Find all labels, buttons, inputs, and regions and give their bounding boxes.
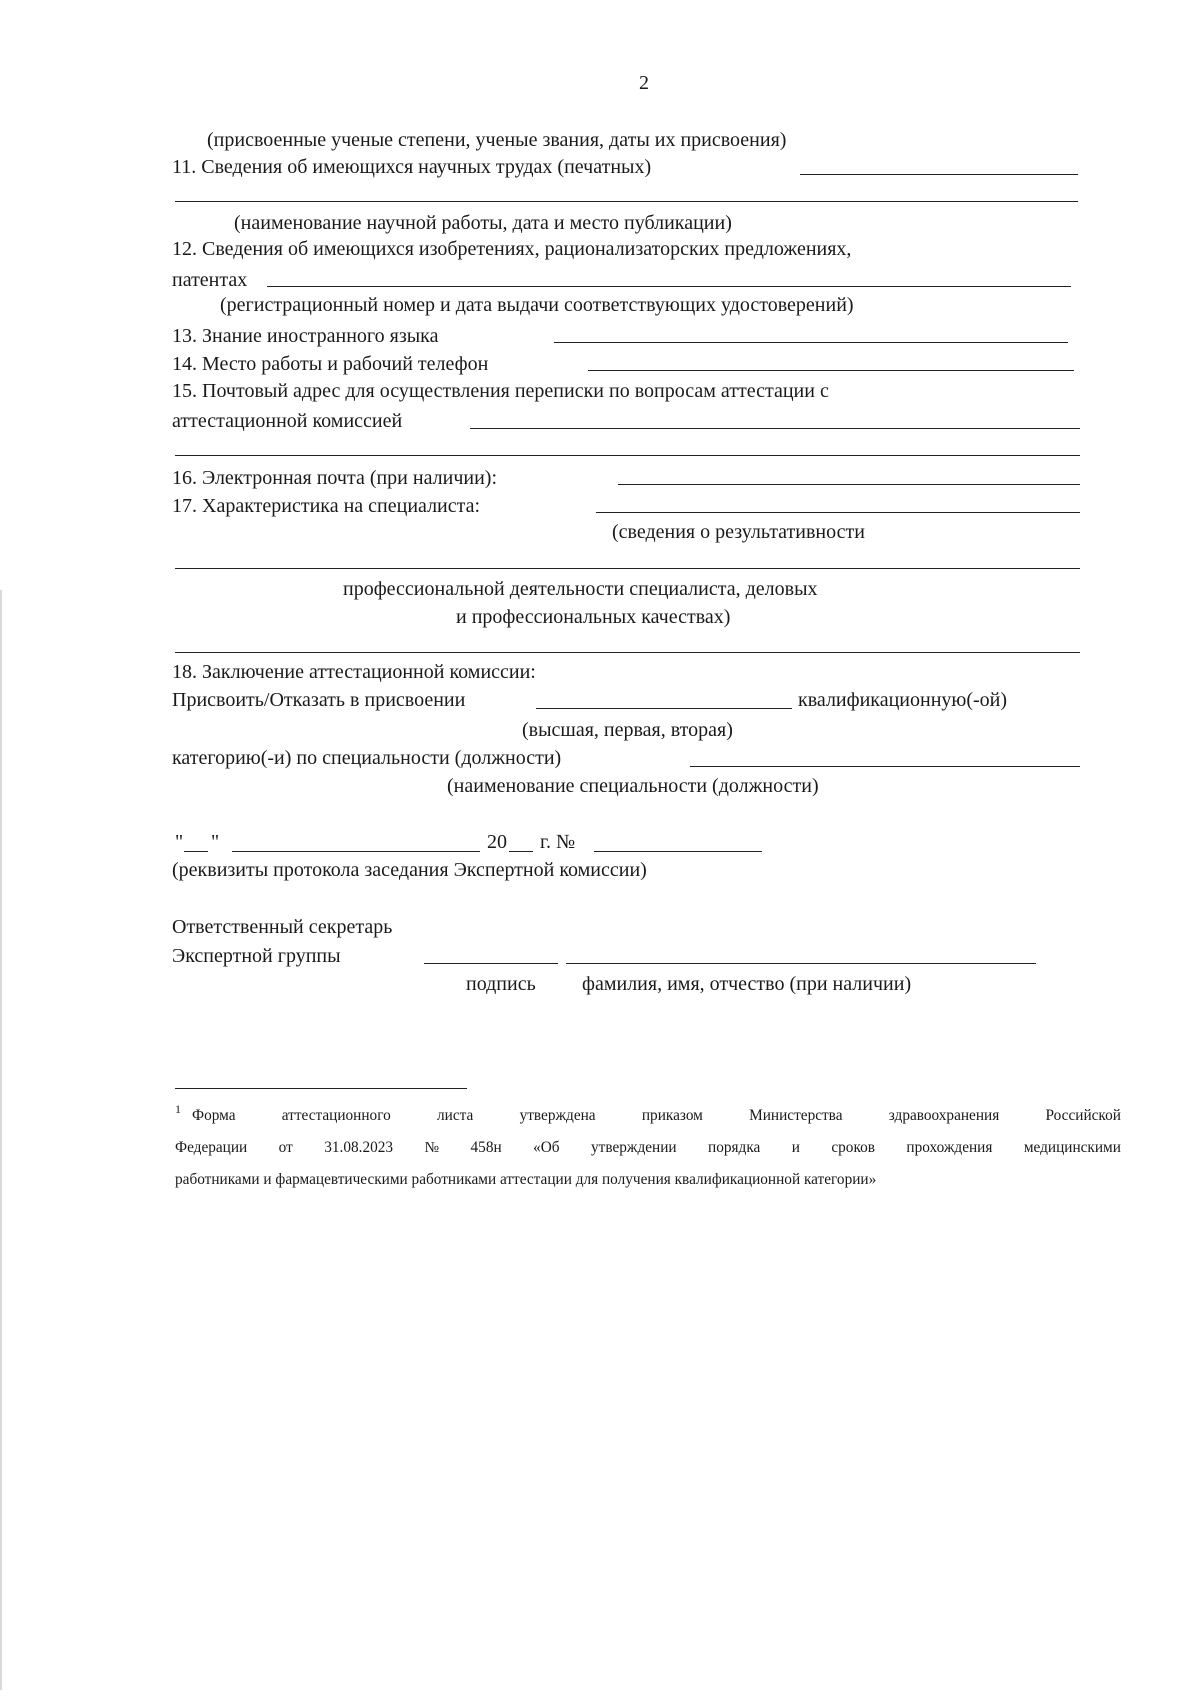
scientific-works-label: 11. Сведения об имеющихся научных трудах (печатных) <box>172 156 652 178</box>
characteristic-caption-3: и профессиональных качествах) <box>456 606 731 628</box>
assign-label: Присвоить/Отказать в присвоении <box>172 689 466 711</box>
characteristic-field[interactable] <box>596 512 1080 513</box>
date-month-field[interactable] <box>232 851 480 852</box>
email-field[interactable] <box>618 484 1080 485</box>
footnote-line-1 <box>192 1106 1121 1126</box>
footnote-word: 31.08.2023 <box>324 1139 394 1156</box>
footnote-marker: 1 <box>175 1102 181 1116</box>
scientific-works-field[interactable] <box>800 174 1078 175</box>
characteristic-field-line2[interactable] <box>175 568 1080 569</box>
footnote-word: приказом <box>641 1107 703 1124</box>
date-year-prefix: 20 <box>487 831 507 853</box>
footnote-word: Российской <box>1045 1107 1121 1124</box>
characteristic-caption-2: профессиональной деятельности специалиста, деловых <box>343 578 818 600</box>
characteristic-field-line3[interactable] <box>175 652 1080 653</box>
footnote-word: утверждена <box>519 1107 596 1124</box>
patents-field[interactable] <box>267 286 1071 287</box>
patents-caption: (регистрационный номер и дата выдачи соответствующих удостоверений) <box>220 294 854 316</box>
date-day-field[interactable] <box>184 851 208 852</box>
scan-edge <box>0 590 2 1690</box>
foreign-language-field[interactable] <box>554 342 1068 343</box>
footnote-word: Федерации <box>175 1139 248 1156</box>
footnote-word: аттестационного <box>281 1107 391 1124</box>
specialty-field[interactable] <box>690 766 1080 767</box>
characteristic-caption-1: (сведения о результативности <box>612 521 865 543</box>
qualification-label: квалификационную(-ой) <box>798 689 1008 711</box>
postal-address-label-2: аттестационной комиссией <box>172 410 403 432</box>
date-year-field[interactable] <box>509 851 533 852</box>
workplace-field[interactable] <box>588 370 1074 371</box>
protocol-number-field[interactable] <box>594 851 762 852</box>
email-label: 16. Электронная почта (при наличии): <box>172 467 498 489</box>
footnote-line-3: работниками и фармацевтическими работниками аттестации для получения квалификационной категории» <box>175 1171 877 1188</box>
patents-label: патентах <box>172 269 248 291</box>
protocol-number-label: г. № <box>540 831 576 853</box>
postal-address-label: 15. Почтовый адрес для осуществления переписки по вопросам аттестации с <box>172 380 829 402</box>
full-name-caption: фамилия, имя, отчество (при наличии) <box>582 973 912 995</box>
signature-field[interactable] <box>424 963 558 964</box>
scientific-works-caption: (наименование научной работы, дата и место публикации) <box>234 212 732 234</box>
expert-group-label: Экспертной группы <box>172 945 341 967</box>
specialty-label: категорию(-и) по специальности (должности) <box>172 747 562 769</box>
scientific-works-field-line2[interactable] <box>175 201 1078 202</box>
footnote-word: «Об <box>533 1139 560 1156</box>
page-number: 2 <box>639 72 649 94</box>
specialty-caption: (наименование специальности (должности) <box>447 775 819 797</box>
signature-caption: подпись <box>466 973 536 995</box>
category-level-caption: (высшая, первая, вторая) <box>522 719 733 741</box>
postal-address-field-line2[interactable] <box>175 455 1080 456</box>
foreign-language-label: 13. Знание иностранного языка <box>172 325 439 347</box>
commission-conclusion-label: 18. Заключение аттестационной комиссии: <box>172 661 536 683</box>
footnote-word: здравоохранения <box>888 1107 1000 1124</box>
protocol-caption: (реквизиты протокола заседания Экспертной комиссии) <box>172 859 647 881</box>
footnote-word: 458н <box>470 1139 502 1156</box>
secretary-label: Ответственный секретарь <box>172 916 393 938</box>
footnote-word: утверждении <box>591 1139 677 1156</box>
footnote-word: листа <box>437 1107 474 1124</box>
workplace-label: 14. Место работы и рабочий телефон <box>172 353 489 375</box>
postal-address-field[interactable] <box>470 428 1080 429</box>
footnote-word: медицинскими <box>1023 1139 1121 1156</box>
footnote-word: Министерства <box>749 1107 843 1124</box>
footnote-separator <box>175 1088 467 1089</box>
full-name-field[interactable] <box>566 963 1036 964</box>
footnote-word: прохождения <box>906 1139 993 1156</box>
degrees-caption: (присвоенные ученые степени, ученые звания, даты их присвоения) <box>207 129 787 151</box>
footnote-word: порядка <box>708 1139 761 1156</box>
inventions-label: 12. Сведения об имеющихся изобретениях, рационализаторских предложениях, <box>172 238 852 260</box>
date-quote-open: " <box>175 831 184 853</box>
footnote-word: от <box>278 1139 293 1156</box>
footnote-line-2 <box>175 1138 1121 1158</box>
footnote-word: Форма <box>192 1107 236 1124</box>
footnote-word: и <box>791 1139 800 1156</box>
footnote-word: сроков <box>831 1139 875 1156</box>
date-quote-close: " <box>211 831 220 853</box>
footnote-word: № <box>424 1139 440 1156</box>
category-level-field[interactable] <box>536 708 792 709</box>
characteristic-label: 17. Характеристика на специалиста: <box>172 495 481 517</box>
